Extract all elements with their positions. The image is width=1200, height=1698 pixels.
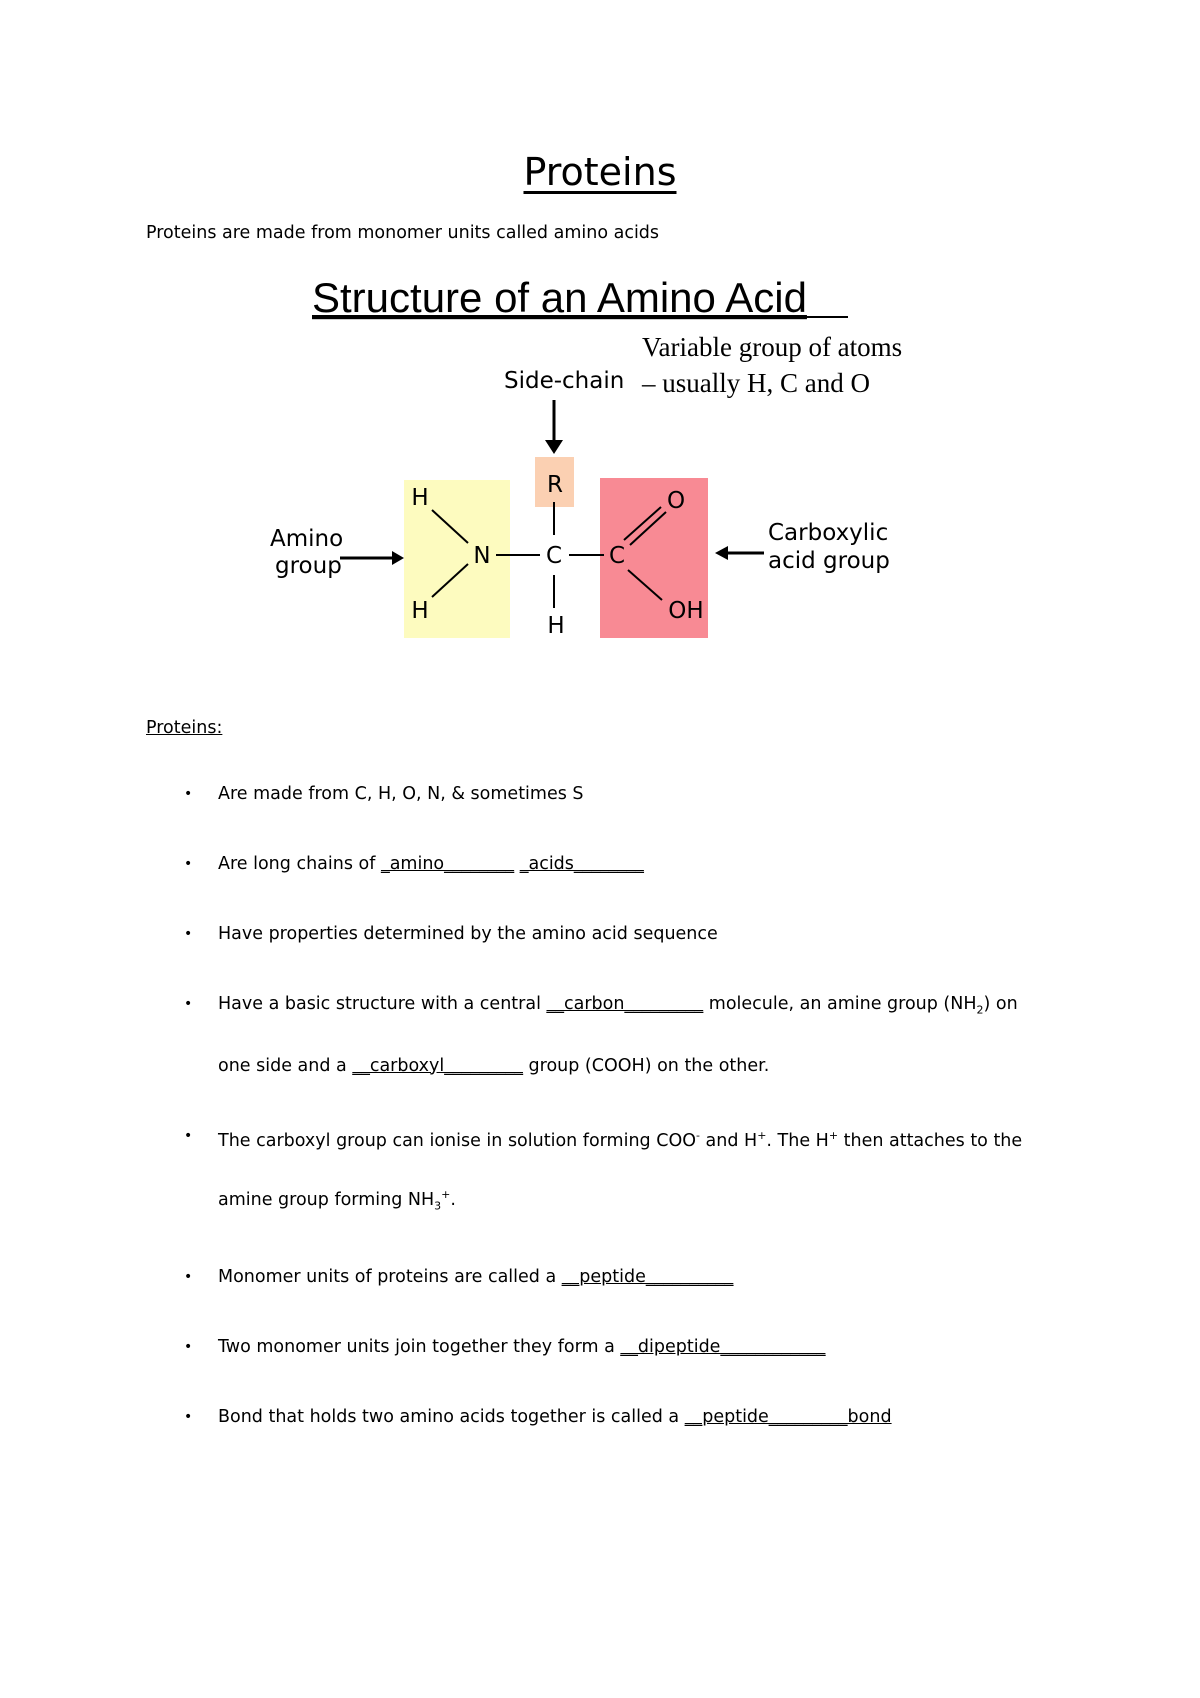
amino-group-label-line-1: Amino (270, 526, 344, 552)
answer-blank: __peptide_________bond (684, 1406, 892, 1427)
intro-text: Proteins are made from monomer units called amino acids (146, 223, 660, 243)
side-chain-arrow-icon (545, 440, 563, 454)
answer-blank: _amino________ (380, 854, 515, 874)
bullet-dot-icon: • (184, 856, 193, 872)
atom-h-center: H (547, 613, 565, 639)
amino-group-label-line-2: group (275, 553, 342, 579)
amino-arrow-icon (392, 551, 404, 565)
answer-blank: __peptide__________ (561, 1266, 734, 1287)
page-title: Proteins (523, 150, 677, 194)
figure-heading: Structure of an Amino Acid (312, 274, 807, 321)
atom-o: O (666, 488, 686, 514)
bullet-properties: • Have properties determined by the amino acid sequence (184, 924, 718, 944)
section-heading: Proteins: (146, 718, 223, 738)
answer-blank: __carboxyl_________ (352, 1055, 523, 1076)
bullet-dot-icon: • (184, 786, 193, 802)
answer-blank: _acids________ (519, 854, 644, 874)
bullet-bond: • Bond that holds two amino acids together is called a __peptide_________bond (184, 1406, 892, 1427)
bullet-ionise: • The carboxyl group can ionise in solution forming COO- and H+. The H+ then attaches to the amine group forming $NH_3^+$. (146, 1124, 1076, 1219)
bullet-dot-icon: • (184, 1268, 193, 1285)
bullet-dot-icon: • (184, 996, 193, 1012)
carboxylic-arrow-icon (715, 546, 728, 560)
bullet-long-chains: • Are long chains of _amino________ _acids________ (184, 854, 644, 874)
variable-note-line-1: Variable group of atoms (642, 332, 903, 362)
atom-n: N (473, 543, 491, 569)
bullet-basic-structure: • Have a basic structure with a central __carbon_________ molecule, an amine group $(NH_2)$ on one side and a __carboxyl_________ group (COOH) on the other. (184, 994, 1018, 1076)
side-chain-label: Side-chain (504, 368, 625, 394)
bullet-dot-icon: • (184, 926, 193, 942)
bullet-dot-icon: • (184, 1127, 193, 1144)
answer-blank: __carbon_________ (546, 994, 704, 1014)
bullet-list (146, 782, 1076, 1475)
bullet-monomer-units: • Monomer units of proteins are called a __peptide__________ (184, 1266, 734, 1287)
atom-r: R (547, 472, 563, 498)
atom-c-center: C (545, 543, 563, 569)
answer-blank: __dipeptide____________ (620, 1336, 826, 1357)
amino-acid-diagram (260, 270, 940, 650)
bullet-elements: • Are made from C, H, O, N, & sometimes S (184, 784, 584, 804)
carboxylic-label-line-2: acid group (768, 548, 890, 574)
atom-h-bottom: H (411, 598, 429, 624)
bullet-two-monomers: • Two monomer units join together they form a __dipeptide____________ (184, 1336, 826, 1357)
bullet-dot-icon: • (184, 1408, 193, 1425)
bullet-dot-icon: • (184, 1338, 193, 1355)
carboxylic-label-line-1: Carboxylic (768, 520, 889, 546)
atom-oh: OH (668, 598, 704, 624)
atom-c-acid: C (608, 543, 626, 569)
variable-note-line-2: – usually H, C and O (642, 368, 870, 398)
atom-h-top: H (411, 485, 429, 511)
